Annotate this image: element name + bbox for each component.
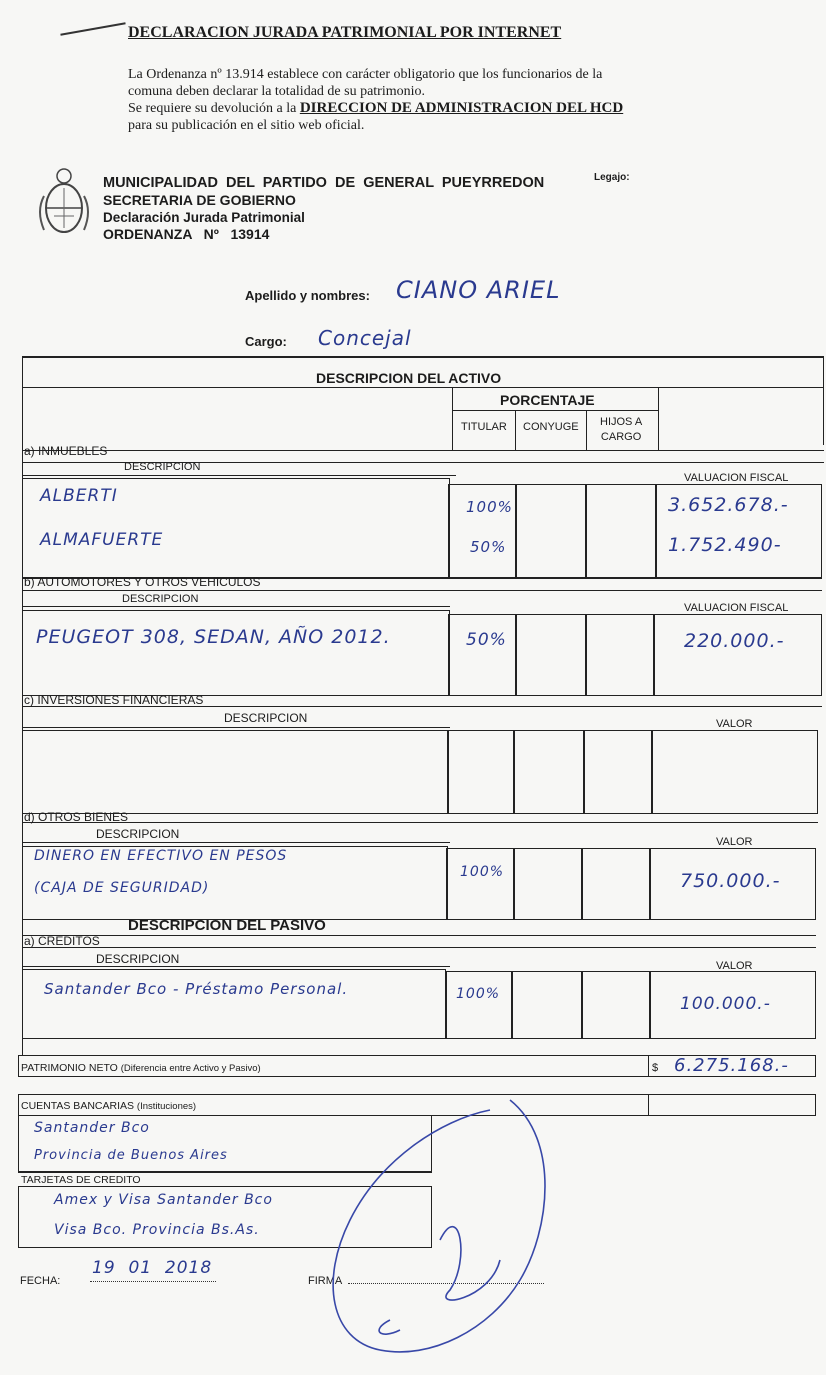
otros-1-desc-line1[interactable]: DINERO EN EFECTIVO EN PESOS — [34, 848, 288, 864]
tarjetas-label: TARJETAS DE CREDITO — [21, 1174, 141, 1186]
line — [22, 606, 450, 607]
fecha-value[interactable]: 19 01 2018 — [92, 1258, 213, 1278]
col-sep — [658, 387, 659, 450]
automotores-label: b) AUTOMOTORES Y OTROS VEHICULOS — [24, 575, 261, 589]
scan-mark — [60, 22, 125, 35]
valor-header: VALOR — [716, 836, 753, 848]
document-title: DECLARACION JURADA PATRIMONIAL POR INTERNET — [128, 24, 562, 41]
desc-header: DESCRIPCION — [96, 952, 180, 966]
cell — [586, 614, 654, 696]
activo-top-line — [22, 356, 824, 358]
cell — [514, 848, 582, 920]
cell — [446, 971, 512, 1039]
line — [22, 475, 456, 476]
automotor-1-titular[interactable]: 50% — [466, 630, 507, 650]
cell — [514, 730, 584, 814]
desc-header: DESCRIPCION — [224, 711, 308, 725]
otros-label: d) OTROS BIENES — [24, 810, 129, 824]
cell — [512, 971, 582, 1039]
legajo-label: Legajo: — [594, 172, 630, 183]
line — [22, 450, 824, 451]
desc-header: DESCRIPCION — [122, 593, 199, 605]
patrimonio-label-small: (Diferencia entre Activo y Pasivo) — [120, 1063, 261, 1074]
intro-line-3 — [128, 100, 623, 117]
col-sep — [648, 1055, 649, 1077]
hijos-line-2: CARGO — [600, 431, 642, 443]
pasivo-title: DESCRIPCION DEL PASIVO — [128, 917, 326, 934]
declaracion-label: Declaración Jurada Patrimonial — [103, 210, 305, 225]
seal-icon — [34, 166, 94, 242]
currency-symbol: $ — [652, 1062, 659, 1074]
activo-title-line — [22, 387, 824, 388]
porcentaje-line — [452, 410, 658, 411]
inmueble-2-titular[interactable]: 50% — [470, 538, 507, 556]
secretaria: SECRETARIA DE GOBIERNO — [103, 192, 296, 208]
inversiones-desc-cell — [22, 730, 448, 814]
intro-line-3-prefix: Se requiere su devolución a la — [128, 101, 297, 116]
col-sep — [586, 410, 587, 450]
valuacion-header: VALUACION FISCAL — [684, 602, 789, 614]
intro-text — [128, 66, 623, 134]
inmueble-1-value[interactable]: 3.652.678.- — [668, 494, 789, 516]
institution-block — [103, 175, 544, 243]
name-label: Apellido y nombres: — [245, 288, 370, 303]
name-value[interactable]: CIANO ARIEL — [396, 276, 561, 304]
patrimonio-label-main: PATRIMONIO NETO — [21, 1062, 118, 1074]
inmuebles-label: a) INMUEBLES — [24, 444, 108, 458]
cell — [446, 848, 514, 920]
otros-1-value[interactable]: 750.000.- — [680, 870, 781, 892]
tarjeta-2[interactable]: Visa Bco. Provincia Bs.As. — [54, 1222, 260, 1238]
otros-1-desc-line2[interactable]: (CAJA DE SEGURIDAD) — [34, 880, 210, 896]
creditos-label: a) CREDITOS — [24, 934, 100, 948]
intro-line-1: La Ordenanza nº 13.914 establece con carácter obligatorio que los funcionarios de la — [128, 67, 603, 82]
intro-line-4: para su publicación en el sitio web oficial. — [128, 118, 365, 133]
line — [22, 966, 450, 967]
valuacion-header: VALUACION FISCAL — [684, 472, 789, 484]
cell — [516, 614, 586, 696]
cell — [448, 730, 514, 814]
cell — [448, 614, 516, 696]
line — [22, 935, 816, 936]
cell — [582, 848, 650, 920]
automotores-desc-cell — [22, 610, 450, 696]
col-sep — [648, 1094, 649, 1116]
hijos-line-1: HIJOS A — [600, 416, 643, 428]
right-border — [823, 356, 824, 445]
credito-1-value[interactable]: 100.000.- — [680, 994, 771, 1014]
cargo-label: Cargo: — [245, 334, 287, 349]
credito-1-titular[interactable]: 100% — [456, 986, 501, 1002]
automotor-1-desc[interactable]: PEUGEOT 308, SEDAN, AÑO 2012. — [36, 626, 391, 648]
cargo-value[interactable]: Concejal — [318, 326, 412, 350]
col-sep — [452, 387, 453, 450]
hijos-header — [600, 415, 642, 445]
desc-header: DESCRIPCION — [124, 461, 201, 473]
cell — [582, 971, 650, 1039]
inmueble-2-desc[interactable]: ALMAFUERTE — [40, 530, 164, 550]
cuenta-2[interactable]: Provincia de Buenos Aires — [34, 1148, 228, 1163]
titular-header: TITULAR — [461, 421, 507, 433]
intro-line-2: comuna deben declarar la totalidad de su patrimonio. — [128, 84, 426, 99]
signature — [310, 1080, 570, 1370]
cell — [654, 614, 822, 696]
valor-header: VALOR — [716, 718, 753, 730]
otros-1-titular[interactable]: 100% — [460, 864, 505, 880]
cuentas-label-main: CUENTAS BANCARIAS — [21, 1100, 134, 1112]
conyuge-header: CONYUGE — [523, 421, 579, 433]
automotor-1-value[interactable]: 220.000.- — [684, 630, 785, 652]
fecha-dots — [90, 1281, 216, 1282]
cell — [586, 484, 656, 578]
patrimonio-label — [21, 1062, 261, 1074]
cell — [652, 730, 818, 814]
inmueble-1-desc[interactable]: ALBERTI — [40, 486, 118, 506]
porcentaje-header: PORCENTAJE — [500, 392, 595, 408]
valor-header: VALOR — [716, 960, 753, 972]
line — [22, 842, 450, 843]
activo-title: DESCRIPCION DEL ACTIVO — [316, 370, 502, 386]
firma-label: FIRMA — [308, 1275, 343, 1287]
desc-header: DESCRIPCION — [96, 827, 180, 841]
cuenta-1[interactable]: Santander Bco — [34, 1120, 150, 1136]
credito-1-desc[interactable]: Santander Bco - Préstamo Personal. — [44, 980, 349, 998]
cuentas-label — [21, 1100, 196, 1112]
fecha-label: FECHA: — [20, 1275, 61, 1287]
cell — [584, 730, 652, 814]
inmueble-2-value[interactable]: 1.752.490- — [668, 534, 782, 556]
institution-name: MUNICIPALIDAD DEL PARTIDO DE GENERAL PUEYRREDON — [103, 175, 545, 191]
hcd-direction: DIRECCION DE ADMINISTRACION DEL HCD — [299, 100, 624, 116]
line — [22, 822, 818, 823]
patrimonio-value[interactable]: 6.275.168.- — [674, 1055, 789, 1076]
ordenanza: ORDENANZA Nº 13914 — [103, 226, 270, 242]
line — [22, 590, 822, 591]
inmueble-1-titular[interactable]: 100% — [466, 498, 513, 516]
cuentas-label-small: (Instituciones) — [136, 1101, 197, 1112]
tarjeta-1[interactable]: Amex y Visa Santander Bco — [54, 1192, 273, 1208]
col-sep — [515, 410, 516, 450]
cell — [516, 484, 586, 578]
line — [22, 727, 450, 728]
line — [22, 947, 816, 948]
inversiones-label: c) INVERSIONES FINANCIERAS — [24, 693, 204, 707]
